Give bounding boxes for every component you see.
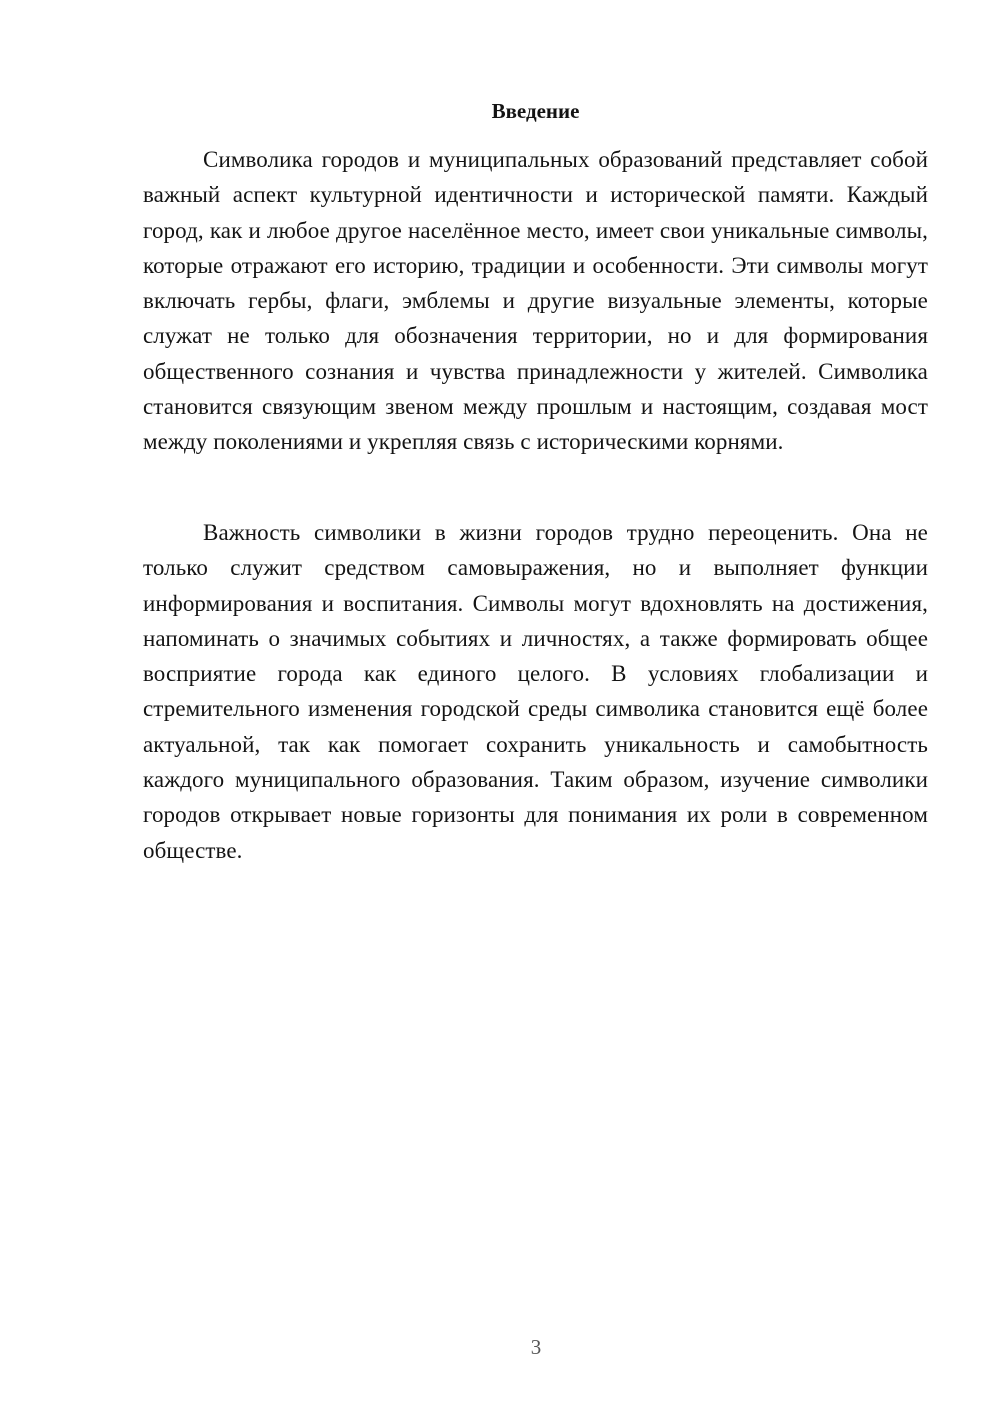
page-number: 3 [530, 1335, 542, 1359]
paragraph-1: Символика городов и муниципальных образований представляет собой важный аспект культурной идентичности и исторической памяти. Каждый город, как и любое другое населённое место, имеет свои уникальные символы, которые отражают его историю, традиции и особенности. Эти символы могут включать гербы, флаги, эмблемы и другие визуальные элементы, которые служат не только для обозначения территории, но и для формирования общественного сознания и чувства принадлежности у жителей. Символика становится связующим звеном между прошлым и настоящим, создавая мост между поколениями и укрепляя связь с историческими корнями. [143, 147, 928, 455]
paragraph-2-block [143, 515, 928, 868]
paragraph-2: Важность символики в жизни городов трудно переоценить. Она не только служит средством самовыражения, но и выполняет функции информирования и воспитания. Символы могут вдохновлять на достижения, напоминать о значимых событиях и личностях, а также формировать общее восприятие города как единого целого. В условиях глобализации и стремительного изменения городской среды символика становится ещё более актуальной, так как помогает сохранить уникальность и самобытность каждого муниципального образования. Таким образом, изучение символики городов открывает новые горизонты для понимания их роли в современном обществе. [143, 520, 928, 863]
section-heading: Введение [491, 99, 580, 123]
paragraph-1-block [143, 142, 928, 460]
